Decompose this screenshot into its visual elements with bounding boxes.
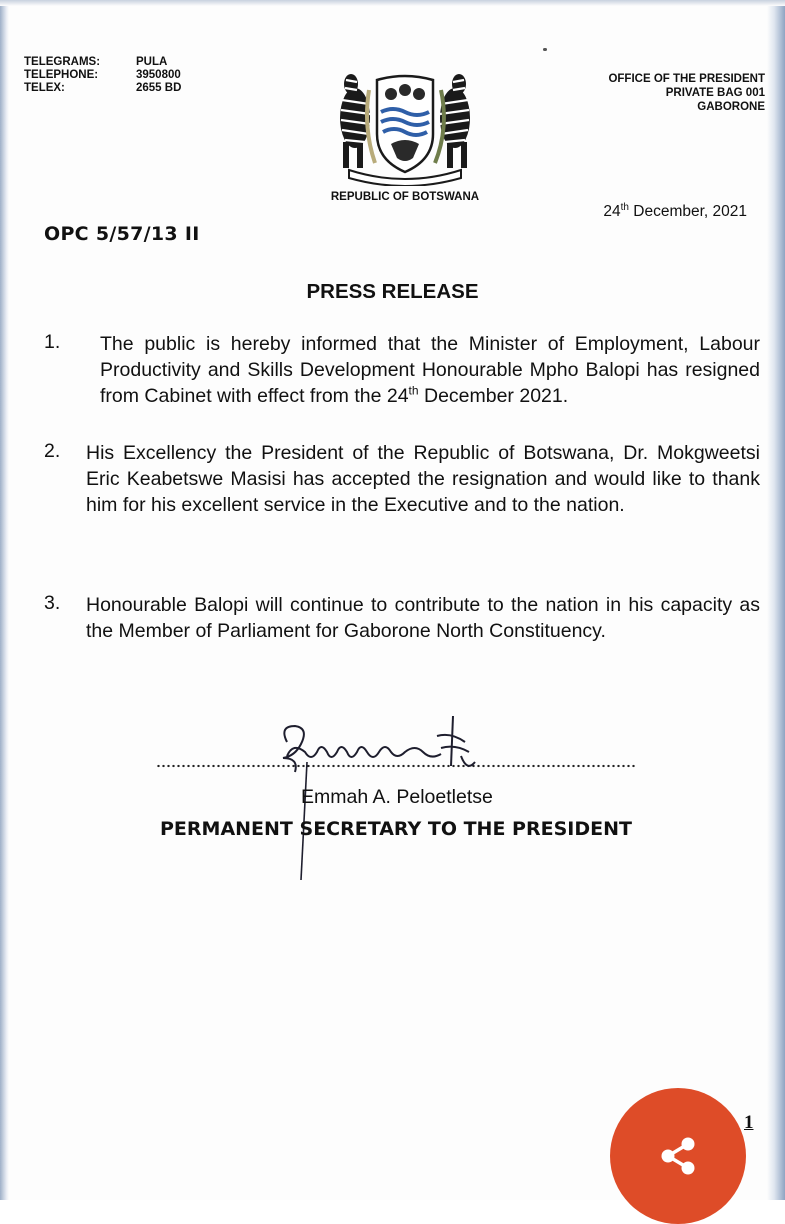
paragraph-1-end: December 2021.	[418, 385, 569, 407]
contact-row	[24, 69, 181, 82]
share-button[interactable]	[610, 1088, 746, 1224]
paragraph-number: 2.	[44, 440, 61, 462]
date-suffix: th	[620, 202, 629, 213]
office-line: OFFICE OF THE PRESIDENT	[608, 73, 765, 85]
contact-label: TELEPHONE:	[24, 69, 99, 81]
date-rest: December, 2021	[628, 203, 747, 221]
contact-block	[24, 56, 181, 95]
speck-mark	[543, 48, 547, 51]
signatory-name: Emmah A. Peloetletse	[301, 786, 493, 808]
coat-of-arms-icon	[325, 68, 485, 186]
reference-number: OPC 5/57/13 II	[44, 223, 200, 245]
contact-value: 2655 BD	[136, 82, 182, 94]
paragraph-2: His Excellency the President of the Republic of Botswana, Dr. Mokgweetsi Eric Keabetswe Masisi has accepted the resignation and would like to thank him for his excellent service in the Executive and to the nation.	[86, 442, 760, 516]
page-edge-top	[0, 0, 785, 6]
paragraph-1-sup: th	[408, 383, 419, 398]
contact-value: 3950800	[136, 69, 181, 81]
signatory-title: PERMANENT SECRETARY TO THE PRESIDENT	[160, 818, 632, 840]
paragraph-1-text: The public is hereby informed that the Minister of Employment, Labour Productivity and Skills Development Honourable Mpho Balopi has resigned from Cabinet with effect from the 24	[100, 333, 760, 407]
contact-label: TELEGRAMS:	[24, 56, 101, 68]
paragraph-3: Honourable Balopi will continue to contribute to the nation in his capacity as the Member of Parliament for Gaborone North Constituency.	[86, 594, 760, 642]
release-date	[603, 202, 747, 221]
document-title: PRESS RELEASE	[306, 280, 479, 303]
paragraph-number: 1.	[44, 331, 61, 353]
office-line: PRIVATE BAG 001	[665, 87, 765, 99]
page-edge-right	[767, 0, 785, 1200]
contact-label: TELEX:	[24, 82, 65, 94]
paragraph-1	[100, 331, 760, 409]
contact-row	[24, 56, 181, 69]
contact-value: PULA	[136, 56, 168, 68]
page-edge-left	[0, 0, 9, 1200]
paragraph-number: 3.	[44, 592, 61, 614]
date-day: 24	[603, 203, 621, 221]
page-number: 1	[744, 1112, 754, 1133]
office-address	[608, 72, 765, 114]
republic-name: REPUBLIC OF BOTSWANA	[330, 191, 480, 203]
office-line: GABORONE	[697, 101, 765, 113]
share-icon	[656, 1134, 700, 1178]
contact-row	[24, 82, 181, 95]
